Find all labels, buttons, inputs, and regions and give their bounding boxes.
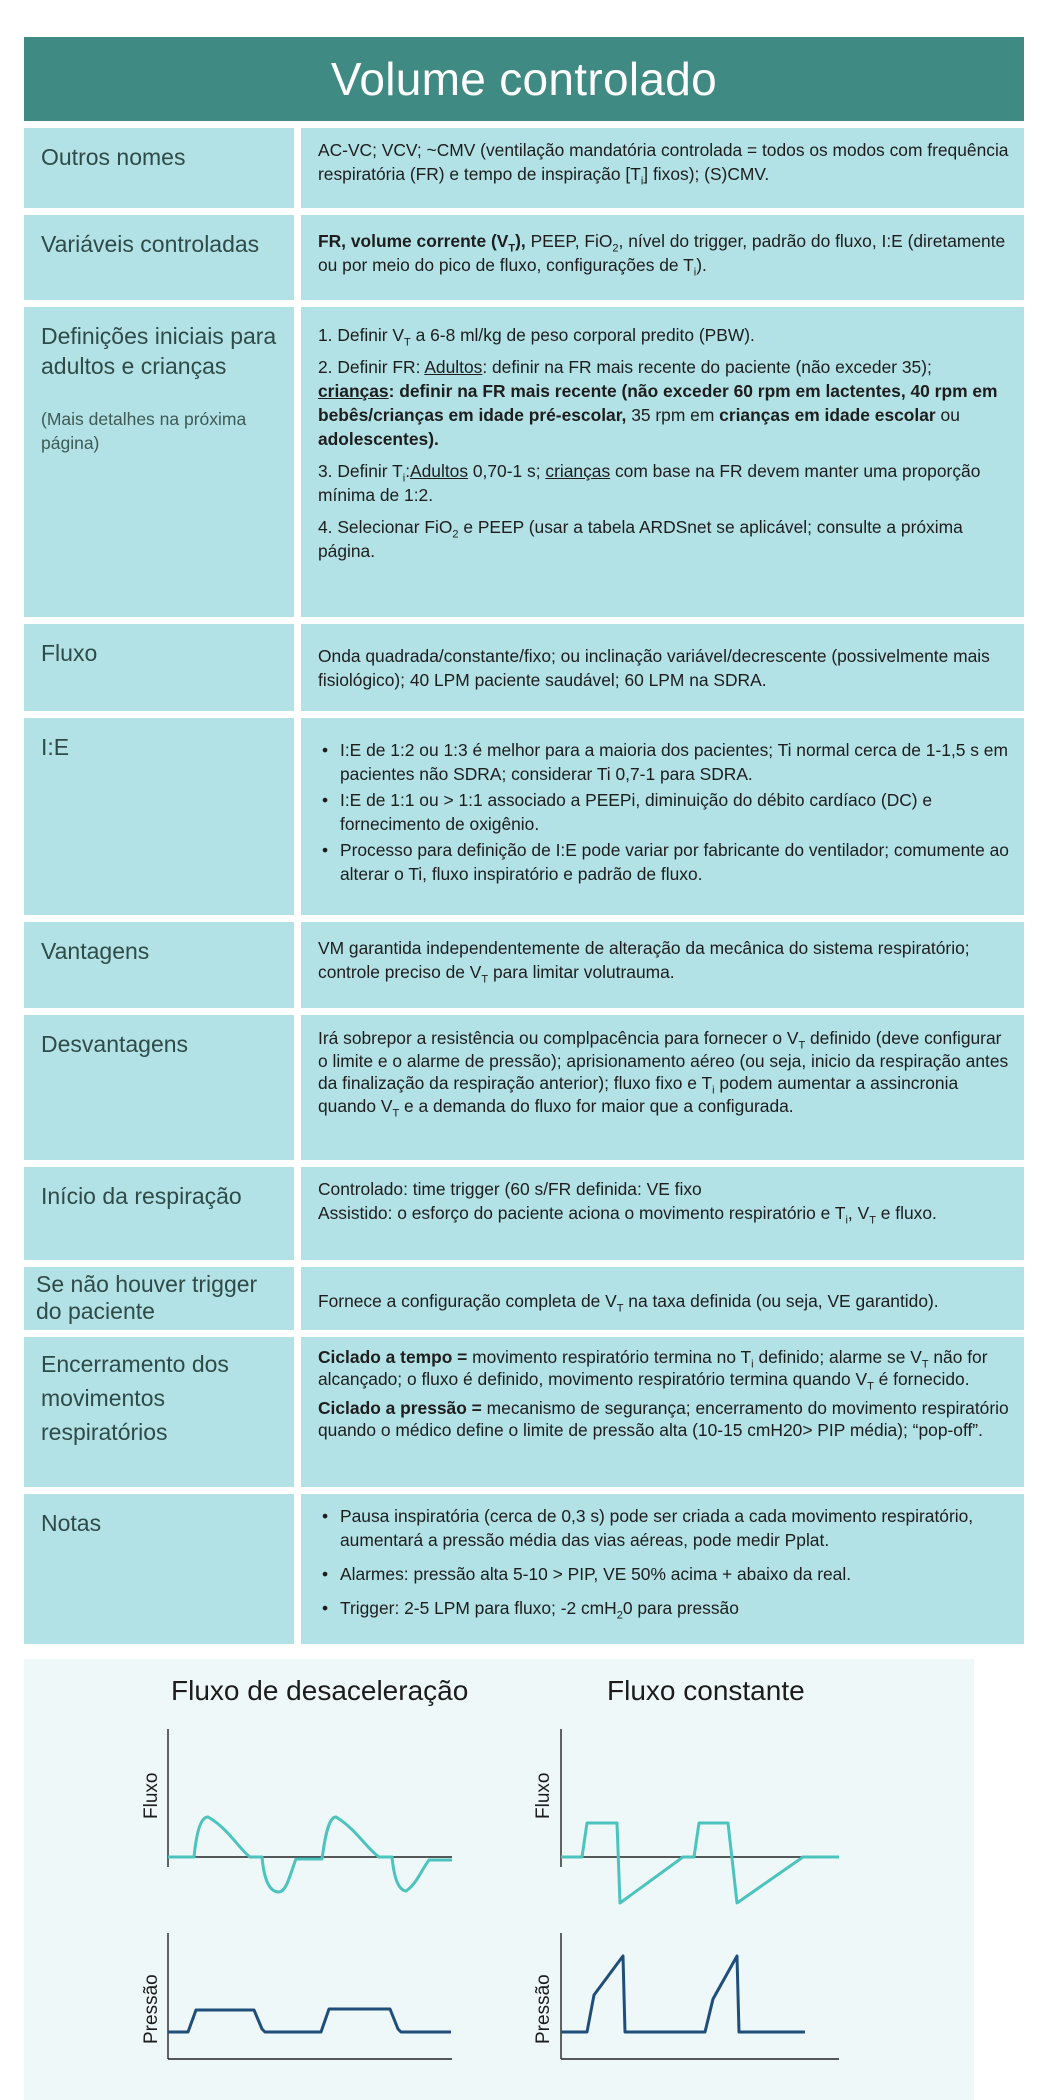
row-content [301, 1494, 1024, 1644]
waveform-plots [24, 1659, 974, 2100]
row-label: Se não houver trigger do paciente [24, 1267, 294, 1330]
waveform-figures [24, 1659, 974, 2100]
row-label: Variáveis controladas [24, 215, 294, 300]
pressure-waveform [561, 1956, 805, 2032]
row-label: I:E [24, 718, 294, 915]
row-definicoes-iniciais [24, 307, 1024, 617]
list-item: • I:E de 1:2 ou 1:3 é melhor para a maioria dos pacientes; Ti normal cerca de 1-1,5 s em pacientes não SDRA; considerar Ti 0,7-1 para SDRA. [318, 738, 1010, 786]
row-desvantagens [24, 1015, 1024, 1160]
list-item: • I:E de 1:1 ou > 1:1 associado a PEEPi, diminuição do débito cardíaco (DC) e fornecimento de oxigênio. [318, 788, 1010, 836]
constant-pressure-plot [561, 1933, 839, 2059]
row-label: Notas [24, 1494, 294, 1644]
row-content: Fornece a configuração completa de $V_T$ na taxa definida (ou seja, VE garantido). [301, 1267, 1024, 1330]
row-label: Vantagens [24, 922, 294, 1008]
row-content [301, 1167, 1024, 1260]
row-ie [24, 718, 1024, 915]
row-variaveis-controladas [24, 215, 1024, 300]
row-label-text: Definições iniciais para adultos e crianças [41, 323, 277, 379]
row-content: Irá sobrepor a resistência ou complpacência para fornecer o $V_T$ definido (deve configurar o limite e o alarme de pressão); aprisionamento aéreo (ou seja, inicio da respiração antes da finalização da respiração anterior); fluxo fixo e $T_i$ podem aumentar a assincronia quando $V_T$ e a demanda do fluxo for maior que a configurada. [301, 1015, 1024, 1160]
row-content: FR, volume corrente $(V_T)$, PEEP, FiO$_2$, nível do trigger, padrão do fluxo, I:E (diretamente ou por meio do pico de fluxo, configurações de $T_i$). [301, 215, 1024, 300]
pressure-axis-label: Pressão [533, 1974, 554, 2044]
trigger-line: Controlado: time trigger (60 s/FR definida: VE fixo [318, 1179, 702, 1199]
row-sem-trigger [24, 1267, 1024, 1330]
list-item: • Alarmes: pressão alta 5-10 > PIP, VE 50% acima + abaixo da real. [318, 1562, 1010, 1586]
row-outros-nomes [24, 128, 1024, 208]
row-label-note: (Mais detalhes na próxima página) [41, 409, 247, 453]
decelerating-flow-title: Fluxo de desaceleração [171, 1675, 469, 1706]
list-item: • Trigger: 2-5 LPM para fluxo; -2 cmH$_2$0 para pressão [318, 1596, 1010, 1620]
row-vantagens [24, 922, 1024, 1008]
trigger-line: Assistido: o esforço do paciente aciona o movimento respiratório e $T_i$, $V_T$ e fluxo. [318, 1203, 937, 1227]
row-content [301, 718, 1024, 915]
flow-waveform [168, 1817, 452, 1892]
row-label: Fluxo [24, 624, 294, 711]
row-notas [24, 1494, 1024, 1644]
setting-item: 2. Definir FR: Adultos: definir na FR mais recente do paciente (não exceder 35); crianças: definir na FR mais recente (não exceder 60 rpm em lactentes, 40 rpm em bebês/crianças em idade pré-escolar, 35 rpm em crianças em idade escolar ou adolescentes). [318, 357, 998, 449]
row-content [301, 1337, 1024, 1487]
flow-waveform [561, 1823, 839, 1903]
constant-flow-title: Fluxo constante [607, 1675, 805, 1706]
row-content: Onda quadrada/constante/fixo; ou inclinação variável/decrescente (possivelmente mais fisiológico); 40 LPM paciente saudável; 60 LPM na SDRA. [301, 624, 1024, 711]
pressure-waveform [168, 2009, 451, 2032]
row-inicio-respiracao [24, 1167, 1024, 1260]
flow-axis-label: Fluxo [533, 1772, 554, 1819]
row-label: Início da respiração [24, 1167, 294, 1260]
row-label: Outros nomes [24, 128, 294, 208]
row-content: AC-VC; VCV; ~CMV (ventilação mandatória controlada = todos os modos com frequência respiratória (FR) e tempo de inspiração $[T_i]$ fixos); (S)CMV. [301, 128, 1024, 208]
setting-item: 3. Definir $T_i:Adultos$ 0,70-1 s; crianças com base na FR devem manter uma proporção mínima de 1:2. [318, 461, 981, 505]
setting-item: 1. Definir $V_T$ a 6-8 ml/kg de peso corporal predito (PBW). [318, 325, 755, 349]
row-content [301, 307, 1024, 617]
row-label: Desvantagens [24, 1015, 294, 1160]
row-encerramento [24, 1337, 1024, 1487]
pressure-axis-label: Pressão [141, 1974, 162, 2044]
list-item: • Processo para definição de I:E pode variar por fabricante do ventilador; comumente ao alterar o Ti, fluxo inspiratório e padrão de fluxo. [318, 838, 1010, 886]
decelerating-flow-plot [168, 1729, 452, 1892]
row-fluxo [24, 624, 1024, 711]
ventilation-mode-sheet [24, 37, 1024, 1644]
row-label [24, 307, 294, 617]
row-content: VM garantida independentemente de alteração da mecânica do sistema respiratório; controle preciso de $V_T$ para limitar volutrauma. [301, 922, 1024, 1008]
cycling-item: Ciclado a pressão = mecanismo de segurança; encerramento do movimento respiratório quando o médico define o limite de pressão alta (10-15 cmH20> PIP média); “pop-off”. [318, 1398, 1009, 1440]
page-title: Volume controlado [24, 37, 1024, 121]
cycling-item: Ciclado a tempo = movimento respiratório termina no $T_i$ definido; alarme se $V_T$ não for alcançado; o fluxo é definido, movimento respiratório termina quando $V_T$ é fornecido. [318, 1347, 988, 1392]
setting-item: 4. Selecionar FiO$_2$ e PEEP (usar a tabela ARDSnet se aplicável; consulte a próxima página. [318, 517, 963, 561]
flow-axis-label: Fluxo [141, 1772, 162, 1819]
list-item: • Pausa inspiratória (cerca de 0,3 s) pode ser criada a cada movimento respiratório, aumentará a pressão média das vias aéreas, pode medir Pplat. [318, 1504, 1010, 1552]
decelerating-pressure-plot [168, 1933, 452, 2059]
row-label: Encerramento dos movimentos respiratórios [24, 1337, 294, 1487]
constant-flow-plot [561, 1729, 839, 1903]
